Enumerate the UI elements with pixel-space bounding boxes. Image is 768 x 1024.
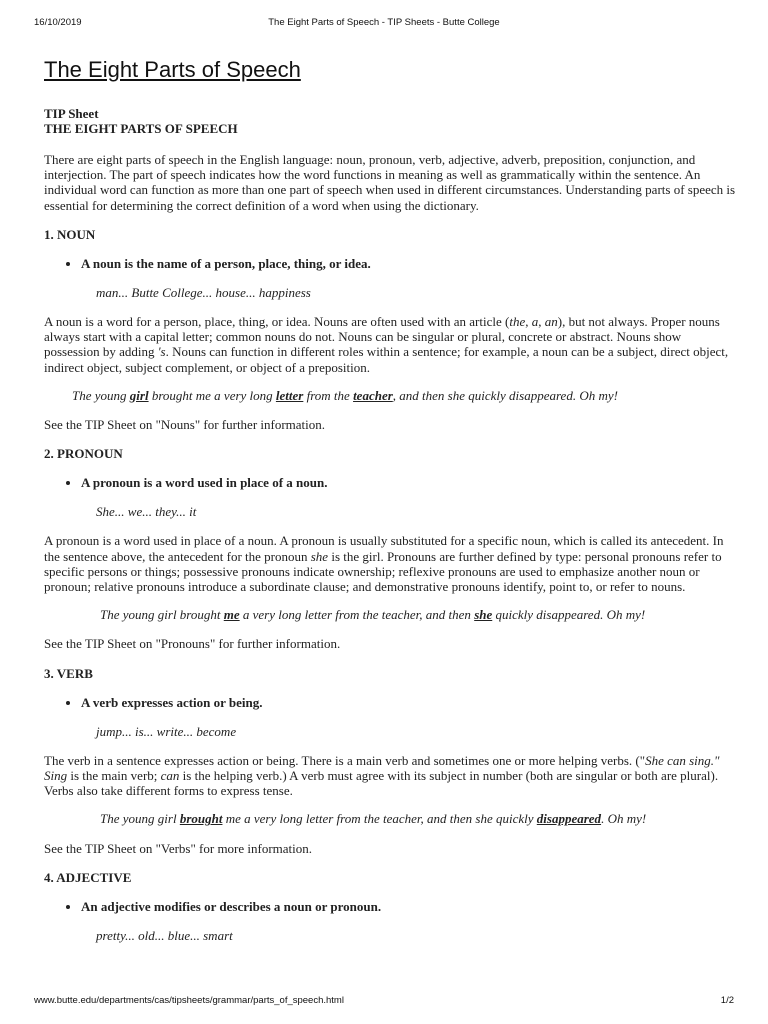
pronoun-text-a: A pronoun is a word used in place of a noun. A pronoun is usually substituted for a specific noun, which is called its antecedent. In the sentence above, the antecedent for the pronoun <box>44 533 724 564</box>
verb-text-b: is the main verb; <box>67 768 161 784</box>
noun-text-a: A noun is a word for a person, place, thing, or idea. Nouns are often used with an article ( <box>44 314 510 330</box>
noun-text-c: . Nouns can function in different roles within a sentence; for example, a noun can be a subject, direct object, indirect object, subject complement, or object of a preposition. <box>44 344 729 375</box>
noun-sep-1: , <box>525 314 532 330</box>
noun-sep-2: , <box>538 314 545 330</box>
pronoun-example-sentence <box>100 607 740 622</box>
verb-quote: She can sing." Sing <box>44 752 720 784</box>
section-heading-noun: 1. NOUN <box>44 226 96 242</box>
verb-examples: jump... is... write... become <box>96 723 237 739</box>
adjective-examples: pretty... old... blue... smart <box>96 927 233 943</box>
verb-example-sentence <box>100 811 740 826</box>
print-url: www.butte.edu/departments/cas/tipsheets/grammar/parts_of_speech.html <box>34 995 344 1006</box>
noun-sentence-part: brought me a very long <box>148 387 276 403</box>
noun-definition: • A noun is the name of a person, place, thing, or idea. <box>81 256 740 271</box>
pronoun-paragraph <box>44 533 740 594</box>
noun-examples: man... Butte College... house... happiness <box>96 284 311 300</box>
section-heading-verb: 3. VERB <box>44 665 93 681</box>
noun-sentence-part: The young <box>72 387 130 403</box>
verb-paragraph <box>44 753 740 799</box>
verb-sentence-part: me a very long letter from the teacher, and then she quickly <box>222 811 537 827</box>
verb-see-also: See the TIP Sheet on "Verbs" for more information. <box>44 840 313 856</box>
print-page-title: The Eight Parts of Speech - TIP Sheets - Butte College <box>268 17 500 28</box>
noun-article-a: a <box>531 314 539 330</box>
noun-see-also: See the TIP Sheet on "Nouns" for further information. <box>44 417 326 433</box>
tip-heading: THE EIGHT PARTS OF SPEECH <box>44 121 238 136</box>
noun-definition-list <box>44 256 740 271</box>
print-date: 16/10/2019 <box>34 17 82 28</box>
noun-paragraph <box>44 314 740 375</box>
verb-definition-list <box>44 695 740 710</box>
noun-highlight-girl: girl <box>129 387 149 403</box>
document-body <box>44 56 740 957</box>
pronoun-examples: She... we... they... it <box>96 504 197 520</box>
verb-sentence-part: The young girl <box>100 811 180 827</box>
verb-definition: • A verb expresses action or being. <box>81 695 740 710</box>
noun-sentence-part: from the <box>303 387 354 403</box>
noun-text-b: ), but not always. Proper nouns always start with a capital letter; common nouns do not. Nouns can be singular or plural, concrete or abstract. Nouns show possession by adding <box>44 314 720 360</box>
verb-text-a: The verb in a sentence expresses action or being. There is a main verb and sometimes one or more helping verbs. (" <box>44 752 646 768</box>
noun-highlight-letter: letter <box>275 387 304 403</box>
tip-label: TIP Sheet <box>44 106 99 121</box>
print-page-number: 1/2 <box>720 995 734 1006</box>
pronoun-text-b: is the girl. Pronouns are further defined by type: personal pronouns refer to specific persons or things; possessive pronouns indicate ownership; reflexive pronouns are used to emphasize another noun or pronoun; relative pronouns introduce a subordinate clause; and demonstrative pronouns identify, point to, or refer to nouns. <box>44 548 722 595</box>
page-title: The Eight Parts of Speech <box>44 57 301 82</box>
pronoun-sentence-part: The young girl brought <box>100 607 224 623</box>
pronoun-see-also: See the TIP Sheet on "Pronouns" for further information. <box>44 636 341 652</box>
pronoun-definition-list <box>44 475 740 490</box>
verb-highlight-brought: brought <box>179 811 223 827</box>
adjective-definition-list <box>44 899 740 914</box>
pronoun-definition: • A pronoun is a word used in place of a noun. <box>81 475 740 490</box>
noun-example-sentence <box>72 388 740 403</box>
noun-possessive: 's <box>157 344 166 360</box>
section-heading-pronoun: 2. PRONOUN <box>44 446 123 462</box>
adjective-definition: • An adjective modifies or describes a noun or pronoun. <box>81 899 740 914</box>
verb-sentence-part: . Oh my! <box>601 811 647 827</box>
noun-sentence-part: , and then she quickly disappeared. Oh my! <box>392 387 618 403</box>
noun-article-an: an <box>544 314 558 330</box>
verb-word-can: can <box>160 768 180 784</box>
noun-article-the: the <box>509 314 526 330</box>
pronoun-highlight-me: me <box>223 607 240 623</box>
verb-highlight-disappeared: disappeared <box>536 811 602 827</box>
pronoun-highlight-she: she <box>474 607 493 623</box>
pronoun-word-she: she <box>310 548 329 564</box>
intro-paragraph: There are eight parts of speech in the English language: noun, pronoun, verb, adjective, adverb, preposition, conjunction, and interjection. The part of speech indicates how the word functions in meaning as well as grammatically within the sentence. An individual word can function as more than one part of speech when used in different circumstances. Understanding parts of speech is essential for determining the correct definition of a word when using the dictionary. <box>44 152 736 213</box>
noun-highlight-teacher: teacher <box>353 387 393 403</box>
pronoun-sentence-part: quickly disappeared. Oh my! <box>492 607 646 623</box>
pronoun-sentence-part: a very long letter from the teacher, and then <box>239 607 475 623</box>
section-heading-adjective: 4. ADJECTIVE <box>44 869 132 885</box>
verb-text-c: is the helping verb.) A verb must agree with its subject in number (both are singular or both are plural). Verbs also take different forms to express tense. <box>44 768 719 799</box>
